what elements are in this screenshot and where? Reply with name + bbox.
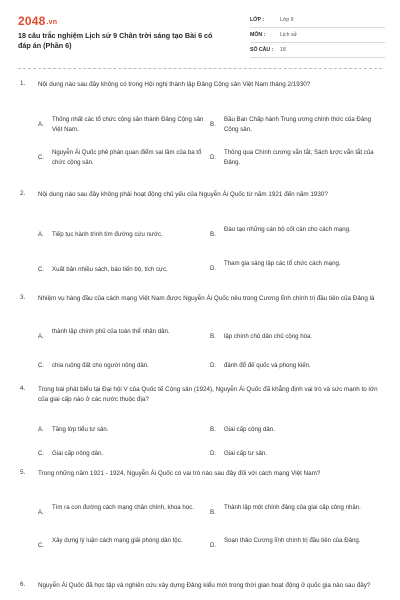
option-text: đánh đổ đế quốc và phong kiến. [224,362,311,369]
meta-value: Lớp 9 [280,17,294,23]
option-text: Bầu Ban Chấp hành Trung ương chính thức của Đảng Cộng sản. [224,116,371,133]
meta-label: LỚP : [250,17,265,23]
option-text: Giai cấp nông dân. [52,450,104,457]
option-letter: B. [210,426,216,433]
meta-row-class [250,13,385,28]
option-text: Xuất bản nhiều sách, báo tiến bộ, tích cực. [52,266,168,273]
question-number: 5. [20,469,26,476]
question-number: 3. [20,294,26,301]
question-number: 2. [20,190,26,197]
option-text: Thông qua Chính cương vắn tắt, Sách lược vắn tắt của Đảng. [224,149,374,166]
option-letter: B. [210,231,216,238]
option-text: Giai cấp công dân. [224,426,275,433]
question-number: 6. [20,581,26,588]
option-letter: C. [38,542,45,549]
meta-label: MÔN : [250,32,266,38]
option-text: Giai cấp tư sản. [224,450,268,457]
meta-value: 18 [280,47,286,53]
option-letter: B. [210,121,216,128]
option-text: Thống nhất các tổ chức cộng sản thành Đảng Cộng sản Việt Nam. [52,116,204,133]
option-text: chia ruộng đất cho người nông dân. [52,362,149,369]
option-letter: C. [38,450,45,457]
option-letter: D. [210,154,217,161]
page-header [0,0,400,62]
option-text: thành lập chính phủ của toàn thể nhân dân. [52,328,170,335]
meta-row-subject [250,28,385,43]
option-text: lập chính chủ dân chủ cộng hòa. [224,333,313,340]
option-letter: D. [210,362,217,369]
option-text: Tầng lớp tiểu tư sản. [52,426,109,433]
question-text: Trong bài phát biểu tại Đại hội V của Quốc tế Cộng sản (1924), Nguyễn Ái Quốc đã khẳng định vai trò và sức mạnh to lớn của giai cấp nào ở các nước thuộc địa? [38,386,378,404]
option-letter: B. [210,509,216,516]
header-divider [18,68,382,69]
option-letter: A. [38,426,44,433]
option-letter: D. [210,265,217,272]
option-letter: C. [38,362,45,369]
option-text: Tham gia sáng lập các tổ chức cách mạng. [224,260,341,267]
option-letter: A. [38,333,44,340]
question-text: Nguyễn Ái Quốc đã học tập và nghiên cứu xây dựng Đảng kiểu mới trong thời gian hoạt động ở quốc gia nào sau đây? [38,582,371,589]
option-letter: C. [38,154,45,161]
meta-label: SỐ CÂU : [250,47,274,53]
question-text: Trong những năm 1921 - 1924, Nguyễn Ái Quốc có vai trò nào sau đây đối với cách mạng Việt Nam? [38,470,321,477]
option-letter: D. [210,542,217,549]
question-number: 1. [20,80,26,87]
option-letter: A. [38,121,44,128]
option-text: Thành lập một chính đảng của giai cấp công nhân. [224,504,361,511]
meta-table [250,13,385,58]
option-letter: B. [210,333,216,340]
site-logo[interactable] [18,14,57,28]
option-text: Xây dựng lý luận cách mạng giải phóng dân tộc. [52,537,183,544]
option-text: Soạn thảo Cương lĩnh chính trị đầu tiên của Đảng. [224,537,361,544]
logo-suffix: .vn [46,19,58,26]
option-letter: D. [210,450,217,457]
logo-text: 2048 [18,14,46,28]
question-text: Nội dung nào sau đây không phải hoạt động chủ yếu của Nguyễn Ái Quốc từ năm 1921 đến năm 1930? [38,191,328,198]
option-text: Đào tạo những cán bộ cốt cán cho cách mạng. [224,226,351,233]
page-title: 18 câu trắc nghiệm Lịch sử 9 Chân trời sáng tạo Bài 6 có đáp án (Phần 6) [18,31,213,50]
question-text: Nhiệm vụ hàng đầu của cách mạng Việt Nam được Nguyễn Ái Quốc nêu trong Cương lĩnh chính trị đầu tiên của Đảng là [38,295,375,302]
option-text: Tìm ra con đường cách mạng chân chính, khoa học. [52,504,194,511]
option-text: Tiếp tục hành trình tìm đường cứu nước. [52,231,163,238]
meta-row-count [250,43,385,58]
option-letter: C. [38,266,45,273]
question-text: Nội dung nào sau đây không có trong Hội nghị thành lập Đảng Cộng sản Việt Nam tháng 2/1930? [38,81,311,88]
option-letter: A. [38,231,44,238]
question-number: 4. [20,385,26,392]
option-text: Nguyễn Ái Quốc phê phán quan điểm sai lầm của ba tổ chức cộng sản. [52,149,202,166]
meta-value: Lịch sử [280,32,298,38]
option-letter: A. [38,509,44,516]
